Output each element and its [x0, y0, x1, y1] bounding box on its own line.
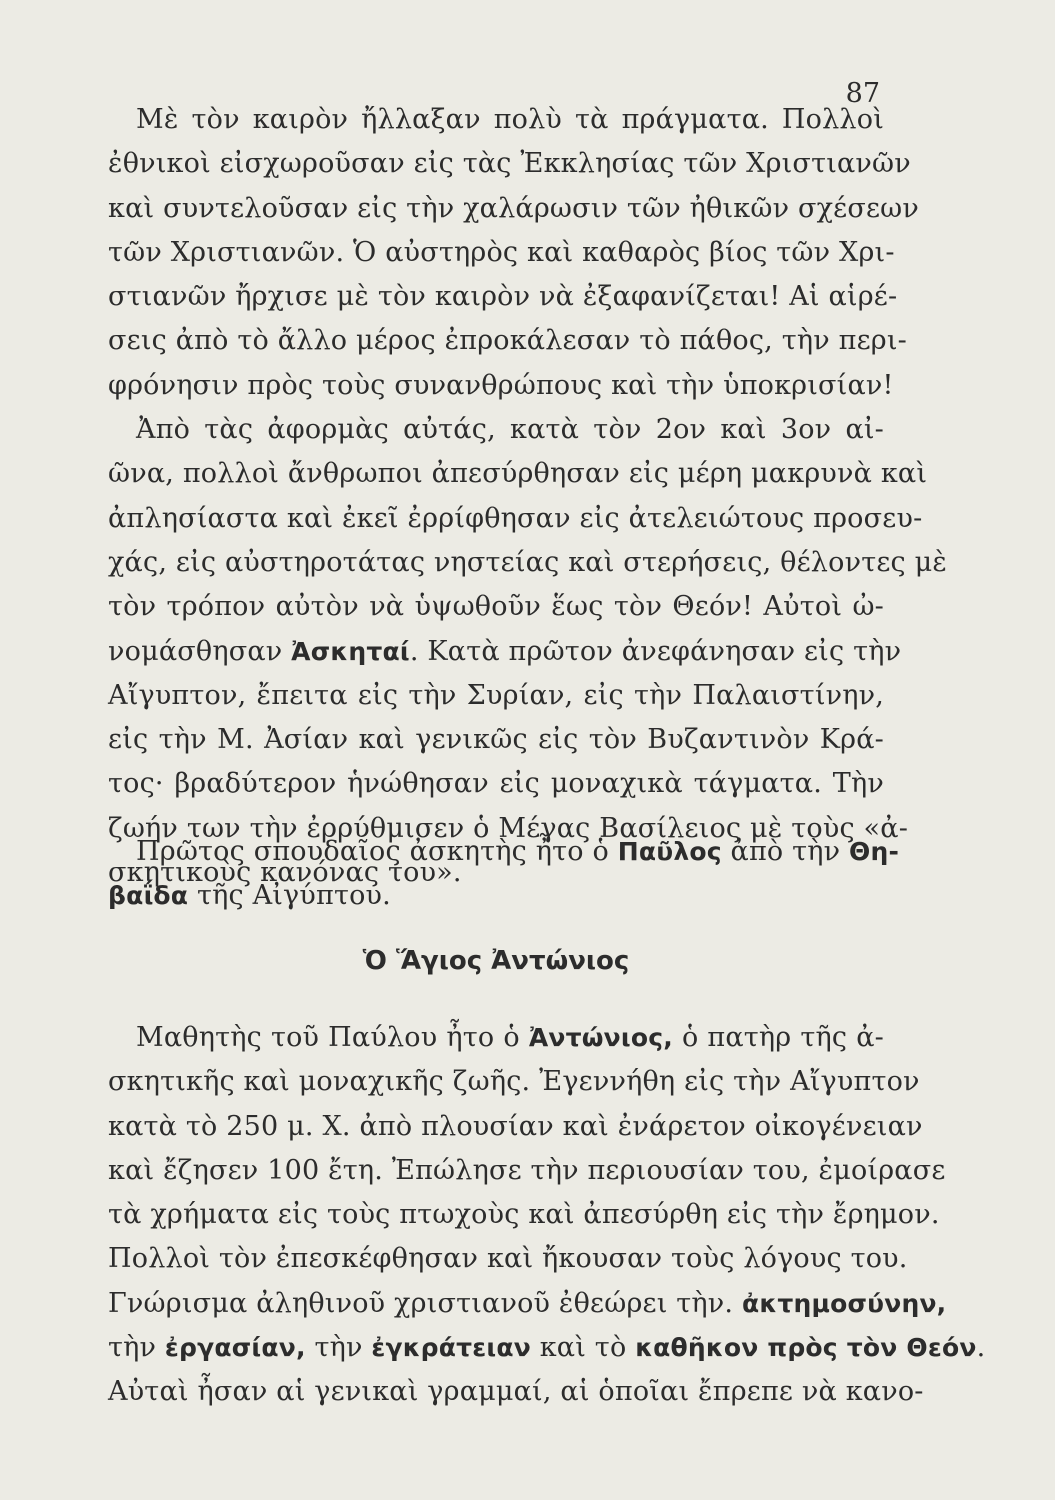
- text-span: Γνώρισμα ἀληθινοῦ χριστιανοῦ ἐθεώρει τὴν.: [108, 1287, 742, 1319]
- text-line: [108, 874, 884, 918]
- body-text-paul: [108, 830, 900, 919]
- text-line: Μὲ τὸν καιρὸν ἤλλαξαν πολὺ τὰ πράγματα. Πολλοὶ: [136, 104, 884, 135]
- text-line: τος· βραδύτερον ἡνώθησαν εἰς μοναχικὰ τάγματα. Τὴν: [108, 768, 884, 800]
- text-line: τῶν Χριστιανῶν. Ὁ αὐστηρὸς καὶ καθαρὸς βίος τῶν Χρι-: [108, 236, 895, 268]
- page-number: 87: [845, 78, 880, 109]
- text-span: τὴν: [108, 1332, 165, 1364]
- bold-term-aktemosyne: ἀκτημοσύνην,: [742, 1288, 947, 1318]
- text-span: καὶ τὸ: [530, 1332, 636, 1364]
- text-line: σκητικοὺς κανόνας του».: [108, 857, 462, 889]
- body-text-antonios: [108, 1016, 986, 1415]
- text-span: . Κατὰ πρῶτον ἀνεφάνησαν εἰς τὴν: [409, 635, 902, 667]
- bold-term-thebaid-end: βαΐδα: [108, 881, 189, 911]
- text-line: Αὐταὶ ἦσαν αἱ γενικαὶ γραμμαί, αἱ ὁποῖαι ἔπρεπε νὰ κανο-: [108, 1376, 924, 1408]
- bold-term-asketai: Ἀσκηταί: [291, 636, 410, 666]
- text-span: Πρῶτος σπουδαῖος ἀσκητὴς ἦτο ὁ: [136, 836, 618, 867]
- text-line: κατὰ τὸ 250 μ. Χ. ἀπὸ πλουσίαν καὶ ἐνάρετον οἰκογένειαν: [108, 1110, 923, 1142]
- bold-term-antonios: Ἀντώνιος,: [528, 1023, 673, 1052]
- text-line: Ἀπὸ τὰς ἀφορμὰς αὐτάς, κατὰ τὸν 2ον καὶ 3ον αἰ-: [136, 414, 884, 446]
- text-span: τὴν: [305, 1332, 372, 1364]
- text-line: σεις ἀπὸ τὸ ἄλλο μέρος ἐπροκάλεσαν τὸ πάθος, τὴν περι-: [108, 325, 907, 357]
- bold-term-enkrateia: ἐγκράτειαν: [371, 1333, 531, 1363]
- text-line: ζωήν των τὴν ἐρρύθμισεν ὁ Μέγας Βασίλειος μὲ τοὺς «ἀ-: [108, 812, 909, 844]
- text-line: εἰς τὴν Μ. Ἀσίαν καὶ γενικῶς εἰς τὸν Βυζαντινὸν Κρά-: [108, 724, 884, 756]
- section-heading: Ὁ Ἅγιος Ἀντώνιος: [362, 946, 630, 976]
- bold-term-ergasia: ἐργασίαν,: [164, 1333, 306, 1363]
- bold-term-paulos: Παῦλος: [617, 837, 722, 866]
- text-line: καὶ ἔζησεν 100 ἔτη. Ἐπώλησε τὴν περιουσίαν του, ἐμοίρασε: [108, 1154, 946, 1186]
- text-line: [108, 1282, 947, 1326]
- text-line: στιανῶν ἤρχισε μὲ τὸν καιρὸν νὰ ἐξαφανίζεται! Αἱ αἱρέ-: [108, 281, 898, 313]
- text-span: ἀπὸ τὴν: [721, 836, 850, 867]
- text-line: [108, 630, 902, 674]
- text-span: τῆς Αἰγύπτου.: [188, 880, 391, 912]
- text-span: ὁ πατὴρ τῆς ἀ-: [672, 1022, 884, 1053]
- bold-term-thebaid: Θη-: [849, 837, 900, 866]
- text-line: χάς, εἰς αὐστηροτάτας νηστείας καὶ στερήσεις, θέλοντες μὲ: [108, 546, 948, 578]
- text-line: τὸν τρόπον αὐτὸν νὰ ὑψωθοῦν ἕως τὸν Θεόν! Αὐτοὶ ὠ-: [108, 591, 884, 623]
- text-line: Πολλοὶ τὸν ἐπεσκέφθησαν καὶ ἤκουσαν τοὺς λόγους του.: [108, 1243, 908, 1275]
- bold-term-kathikon: καθῆκον πρὸς τὸν Θεόν: [635, 1333, 977, 1363]
- text-span: Μαθητὴς τοῦ Παύλου ἦτο ὁ: [136, 1022, 529, 1053]
- text-line: καὶ συντελοῦσαν εἰς τὴν χαλάρωσιν τῶν ἠθικῶν σχέσεων: [108, 192, 920, 224]
- text-line: σκητικῆς καὶ μοναχικῆς ζωῆς. Ἐγεννήθη εἰς τὴν Αἴγυπτον: [108, 1066, 920, 1098]
- body-text-upper: [108, 98, 948, 895]
- text-line: τὰ χρήματα εἰς τοὺς πτωχοὺς καὶ ἀπεσύρθη εἰς τὴν ἔρημον.: [108, 1199, 940, 1231]
- text-line: [108, 830, 900, 874]
- text-line: Αἴγυπτον, ἔπειτα εἰς τὴν Συρίαν, εἰς τὴν Παλαιστίνην,: [108, 679, 884, 711]
- text-line: ἀπλησίαστα καὶ ἐκεῖ ἐρρίφθησαν εἰς ἀτελειώτους προσευ-: [108, 502, 923, 534]
- text-line: φρόνησιν πρὸς τοὺς συνανθρώπους καὶ τὴν ὑποκρισίαν!: [108, 369, 894, 401]
- text-line: [108, 1326, 986, 1370]
- text-line: ῶνα, πολλοὶ ἄνθρωποι ἀπεσύρθησαν εἰς μέρη μακρυνὰ καὶ: [108, 458, 928, 490]
- text-span: .: [976, 1332, 986, 1364]
- text-line: ἐθνικοὶ εἰσχωροῦσαν εἰς τὰς Ἐκκλησίας τῶν Χριστιανῶν: [108, 148, 911, 180]
- text-span: νομάσθησαν: [108, 635, 292, 667]
- text-line: [108, 1016, 884, 1060]
